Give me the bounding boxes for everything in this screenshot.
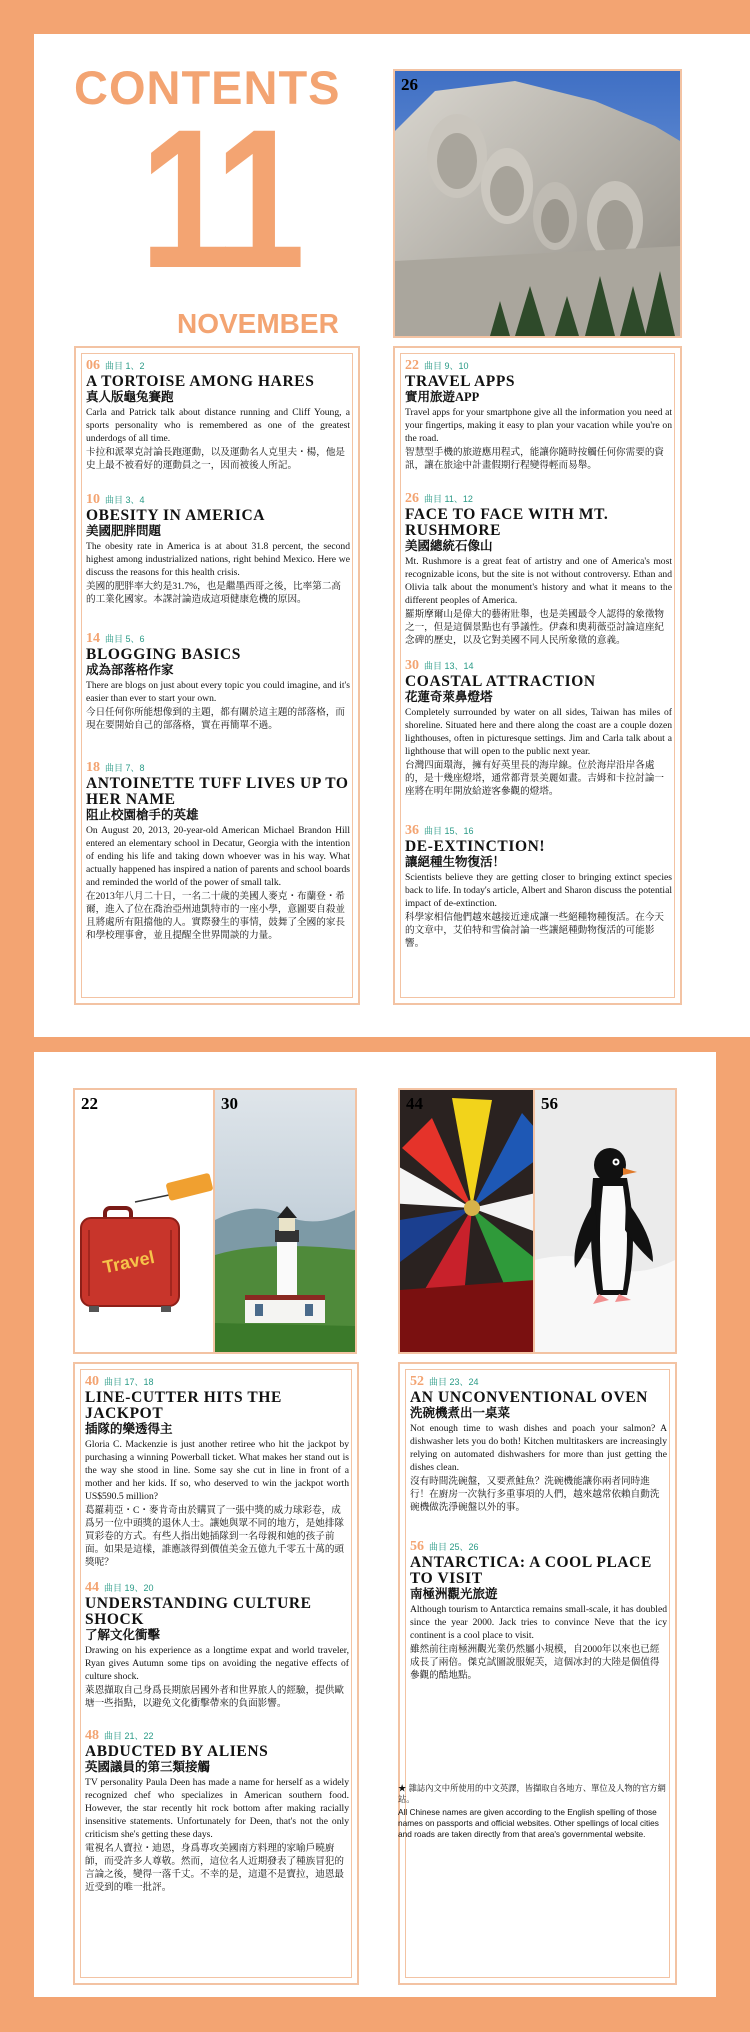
- article-summary: Drawing on his experience as a longtime expat and world traveler, Ryan gives Autumn some tips on avoiding the negative effects of culture shock.: [85, 1645, 349, 1682]
- track-label: 曲目 1、2: [105, 361, 145, 371]
- article-title: UNDERSTANDING CULTURE SHOCK: [85, 1595, 312, 1628]
- issue-month: NOVEMBER: [177, 308, 339, 339]
- photo-page-number: 26: [401, 75, 418, 94]
- article-title-zh: 花蓮奇萊鼻燈塔: [405, 690, 493, 704]
- article-summary-zh: 萊恩擷取自己身爲長期旅居國外者和世界旅人的經驗，提供歐塘一些指點，以避免文化衝擊帶來的負面影響。: [85, 1685, 345, 1709]
- article-page-number: 56: [410, 1539, 424, 1554]
- article-summary-zh: 科學家相信他們越來越接近達成讓一些絕種物種復活。在今天的文章中，艾伯特和雪倫討論一些讓絕種動物復活的可能影響。: [405, 912, 665, 949]
- article-page-number: 10: [86, 492, 100, 507]
- track-label: 曲目 21、22: [104, 1731, 154, 1741]
- article-summary: There are blogs on just about every topic you could imagine, and it's easier than ever to start your own.: [86, 680, 350, 704]
- article-title-zh: 成為部落格作家: [86, 663, 174, 677]
- article-summary: Although tourism to Antarctica remains small-scale, it has doubled since the year 2000. Jack tries to convince Neve that the icy continent is a cool place to visit.: [410, 1604, 667, 1641]
- contents-column-3: [73, 1362, 359, 1985]
- track-label: 曲目 11、12: [424, 494, 473, 504]
- track-label: 曲目 19、20: [104, 1583, 154, 1593]
- mt-rushmore-image: [395, 71, 680, 336]
- contents-column-1: [74, 346, 360, 1005]
- article-title: FACE TO FACE WITH MT. RUSHMORE: [405, 506, 609, 539]
- photo-page-number: 22: [81, 1094, 98, 1113]
- article-title-zh: 美國總統石像山: [405, 539, 493, 553]
- article-page-number: 48: [85, 1728, 99, 1743]
- article-title-zh: 英國議員的第三類接觸: [85, 1760, 211, 1774]
- article-title-zh: 讓絕種生物復活！: [405, 855, 506, 869]
- article-26[interactable]: [405, 491, 672, 647]
- article-title: TRAVEL APPS: [405, 373, 516, 390]
- article-title-zh: 美國肥胖問題: [86, 524, 162, 538]
- track-label: 曲目 5、6: [105, 634, 145, 644]
- translation-note-zh: ★ 雜誌內文中所使用的中文英譯，皆擷取自各地方、單位及人物的官方網站。: [398, 1783, 666, 1804]
- article-page-number: 40: [85, 1374, 99, 1389]
- article-page-number: 18: [86, 760, 100, 775]
- contents-column-2: [393, 346, 682, 1005]
- article-summary: On August 20, 2013, 20-year-old American Michael Brandon Hill entered an elementary school in Decatur, Georgia with the intention of ending his life and taking down whoever was in his way. What actually happened has inspired a nation of parents and school boards and reminded the world of the power of small talk.: [86, 825, 350, 888]
- article-36[interactable]: [405, 823, 672, 950]
- article-page-number: 30: [405, 658, 419, 673]
- article-page-number: 06: [86, 358, 100, 373]
- track-label: 曲目 15、16: [424, 826, 474, 836]
- article-title-zh: 南極洲觀光旅遊: [410, 1587, 498, 1601]
- article-summary: Travel apps for your smartphone give all the information you need at your fingertips, making it easy to plan your vacation while you're on the road.: [405, 407, 672, 444]
- article-summary-zh: 雖然前往南極洲觀光業仍然屬小規模，自2000年以來也已經成長了兩倍。傑克試圖說服妮芙，這個冰封的大陸是個值得參觀的酷地點。: [410, 1644, 660, 1681]
- article-48[interactable]: [85, 1728, 349, 1894]
- article-page-number: 26: [405, 491, 419, 506]
- photo-travel-suitcase: [73, 1088, 217, 1354]
- article-summary-zh: 羅斯摩爾山是偉大的藝術壯舉，也是美國最令人認得的象徵物之一，但是這個景點也有爭議性。伊森和奧莉薇亞討論這座紀念碑的歷史，以及它對美國不同人民所象徵的意義。: [405, 609, 665, 646]
- article-page-number: 52: [410, 1374, 424, 1389]
- suitcase-image: [75, 1090, 215, 1352]
- photo-mt-rushmore: [393, 69, 682, 338]
- article-title: BLOGGING BASICS: [86, 646, 242, 663]
- article-summary: Gloria C. Mackenzie is just another retiree who hit the jackpot by purchasing a winning Powerball ticket. What makes her stand out is the way she stood in line. Some say she cut in line in front of a mother and her kids. If so, who deserved to win the jackpot worth US$590.5 million?: [85, 1439, 349, 1502]
- track-label: 曲目 17、18: [104, 1377, 154, 1387]
- photo-page-number: 30: [221, 1094, 238, 1113]
- article-summary-zh: 美國的肥胖率大約是31.7%，也是繼墨西哥之後，比率第二高的工業化國家。本課討論造成這項健康危機的原因。: [86, 581, 342, 605]
- article-summary: Scientists believe they are getting closer to bringing extinct species back to life. In today's article, Albert and Sharon discuss the potential impact of de-extinction.: [405, 872, 672, 909]
- penguin-image: [535, 1090, 675, 1352]
- page-divider-band: [0, 1037, 750, 1052]
- track-label: 曲目 25、26: [429, 1542, 479, 1552]
- article-title: ANTOINETTE TUFF LIVES UP TO HER NAME: [86, 775, 349, 808]
- article-22[interactable]: [405, 358, 672, 472]
- article-title: DE-EXTINCTION!: [405, 838, 546, 855]
- translation-note-en: All Chinese names are given according to the English spelling of those names on passports and official websites. Other spellings of local cities and roads are taken directly from that area's governmental website.: [398, 1807, 659, 1839]
- article-30[interactable]: [405, 658, 672, 798]
- article-title-zh: 洗碗機煮出一桌菜: [410, 1406, 511, 1420]
- article-40[interactable]: [85, 1374, 349, 1569]
- article-title-zh: 真人版龜兔賽跑: [86, 390, 174, 404]
- photo-lighthouse: [213, 1088, 357, 1354]
- article-summary-zh: 葛羅莉亞・C・麥肯奇由於購買了一張中獎的威力球彩卷，成爲另一位中頭獎的退休人士。讓她與眾不同的地方，是她排隊買彩卷的方式。有些人指出她插隊到一名母親和她的孩子前面。如果是這樣，誰應該得到價值美金五億九千零五十萬的頭獎呢？: [85, 1505, 345, 1568]
- article-summary-zh: 電視名人寶拉・迪恩，身爲專攻美國南方料理的家喻戶曉廚師，而受許多人尊敬。然而，這位名人近期發表了種族冒犯的言論之後，變得一落千丈。不幸的是，這還不是寶拉，迪恩最近受到的唯一批評。: [85, 1843, 345, 1893]
- article-summary-zh: 沒有時間洗碗盤，又要煮鮭魚？洗碗機能讓你兩者同時進行！在廚房一次執行多重事項的人們，越來越常依賴自動洗碗機做洗淨碗盤以外的事。: [410, 1476, 660, 1513]
- article-summary-zh: 卡拉和派翠克討論長跑運動，以及運動名人克里夫・楊，他是史上最不被看好的運動員之一，因而被後人所記。: [86, 447, 346, 471]
- article-summary: Not enough time to wash dishes and poach your salmon? A dishwasher lets you do both! Kitchen multitaskers are increasingly relying on automated dishwashers for more than just getting the dishes clean.: [410, 1423, 667, 1473]
- contents-heading: CONTENTS: [74, 61, 341, 114]
- issue-number: 11: [140, 88, 299, 309]
- track-label: 曲目 7、8: [105, 763, 145, 773]
- article-summary-zh: 智慧型手機的旅遊應用程式，能讓你隨時按觸任何你需要的資訊，讓在旅途中計畫假期行程變得輕而易舉。: [405, 447, 665, 471]
- photo-flags: [398, 1088, 537, 1354]
- article-title-zh: 了解文化衝擊: [85, 1628, 161, 1642]
- article-summary-zh: 台灣四面環海，擁有好英里長的海岸線。位於海岸沿岸各處的，是十幾座燈塔，通常都背景美麗如畫。吉姆和卡拉討論一座將在明年開放給遊客參觀的燈塔。: [405, 760, 665, 797]
- article-summary: TV personality Paula Deen has made a name for herself as a widely recognized chef who specializes in American southern food. However, the star recently hit rock bottom after making racially insensitive statements. Unfortunately for Deen, that's not the only criticism she's getting these days.: [85, 1777, 349, 1840]
- photo-penguin: [533, 1088, 677, 1354]
- article-title: COASTAL ATTRACTION: [405, 673, 596, 690]
- article-summary: The obesity rate in America is at about 31.8 percent, the second highest among industrialized nations, right behind Mexico. Here we discuss the reasons for this health crisis.: [86, 541, 350, 578]
- article-title-zh: 插隊的樂透得主: [85, 1422, 173, 1436]
- article-title: AN UNCONVENTIONAL OVEN: [410, 1389, 648, 1406]
- photo-page-number: 56: [541, 1094, 558, 1113]
- article-summary: Carla and Patrick talk about distance running and Cliff Young, a sports personality who is remembered as one of the greatest underdogs of all time.: [86, 407, 350, 444]
- article-56[interactable]: [410, 1539, 667, 1682]
- article-summary-zh: 今日任何你所能想像到的主題，都有關於這主題的部落格，而現在要開始自己的部落格，實在再簡單不過。: [86, 707, 346, 731]
- article-summary: Completely surrounded by water on all sides, Taiwan has miles of shoreline. Situated here and there along the coast are a couple dozen lighthouses, often in picturesque settings. Jim and Carla talk about a lighthouse that will open to the public next year.: [405, 707, 672, 757]
- photo-page-number: 44: [406, 1094, 423, 1113]
- flags-image: [400, 1090, 535, 1352]
- track-label: 曲目 3、4: [105, 495, 145, 505]
- article-18[interactable]: [86, 760, 350, 942]
- article-06[interactable]: [86, 358, 350, 472]
- article-title: ANTARCTICA: A COOL PLACE TO VISIT: [410, 1554, 652, 1587]
- article-52[interactable]: [410, 1374, 667, 1514]
- article-title: ABDUCTED BY ALIENS: [85, 1743, 269, 1760]
- article-title: A TORTOISE AMONG HARES: [86, 373, 315, 390]
- article-summary-zh: 在2013年八月二十日，一名二十歲的美國人麥克・布蘭登・希爾，進入了位在喬治亞州迪凱特市的一座小學，意圖要自殺並且將處所有阻擋他的人。實際發生的事情，鼓舞了全國的家長和學校理事會，並且提醒全世界閒談的力量。: [86, 891, 346, 941]
- article-44[interactable]: [85, 1580, 349, 1710]
- track-label: 曲目 13、14: [424, 661, 474, 671]
- translation-note: [398, 1783, 670, 1840]
- lighthouse-image: [215, 1090, 355, 1352]
- article-title: OBESITY IN AMERICA: [86, 507, 266, 524]
- article-page-number: 22: [405, 358, 419, 373]
- track-label: 曲目 9、10: [424, 361, 469, 371]
- article-page-number: 44: [85, 1580, 99, 1595]
- article-title-zh: 阻止校園槍手的英雄: [86, 808, 199, 822]
- article-title-zh: 實用旅遊APP: [405, 390, 480, 404]
- contents-column-4: [398, 1362, 677, 1985]
- article-title: LINE-CUTTER HITS THE JACKPOT: [85, 1389, 282, 1422]
- track-label: 曲目 23、24: [429, 1377, 479, 1387]
- article-14[interactable]: [86, 631, 350, 732]
- article-page-number: 14: [86, 631, 100, 646]
- article-summary: Mt. Rushmore is a great feat of artistry and one of America's most recognizable icons, but the site is not without controversy. Ethan and Olivia talk about the monument's history and what it means to the different peoples of America.: [405, 556, 672, 606]
- travel-label: Travel: [101, 1246, 157, 1278]
- article-10[interactable]: [86, 492, 350, 606]
- article-page-number: 36: [405, 823, 419, 838]
